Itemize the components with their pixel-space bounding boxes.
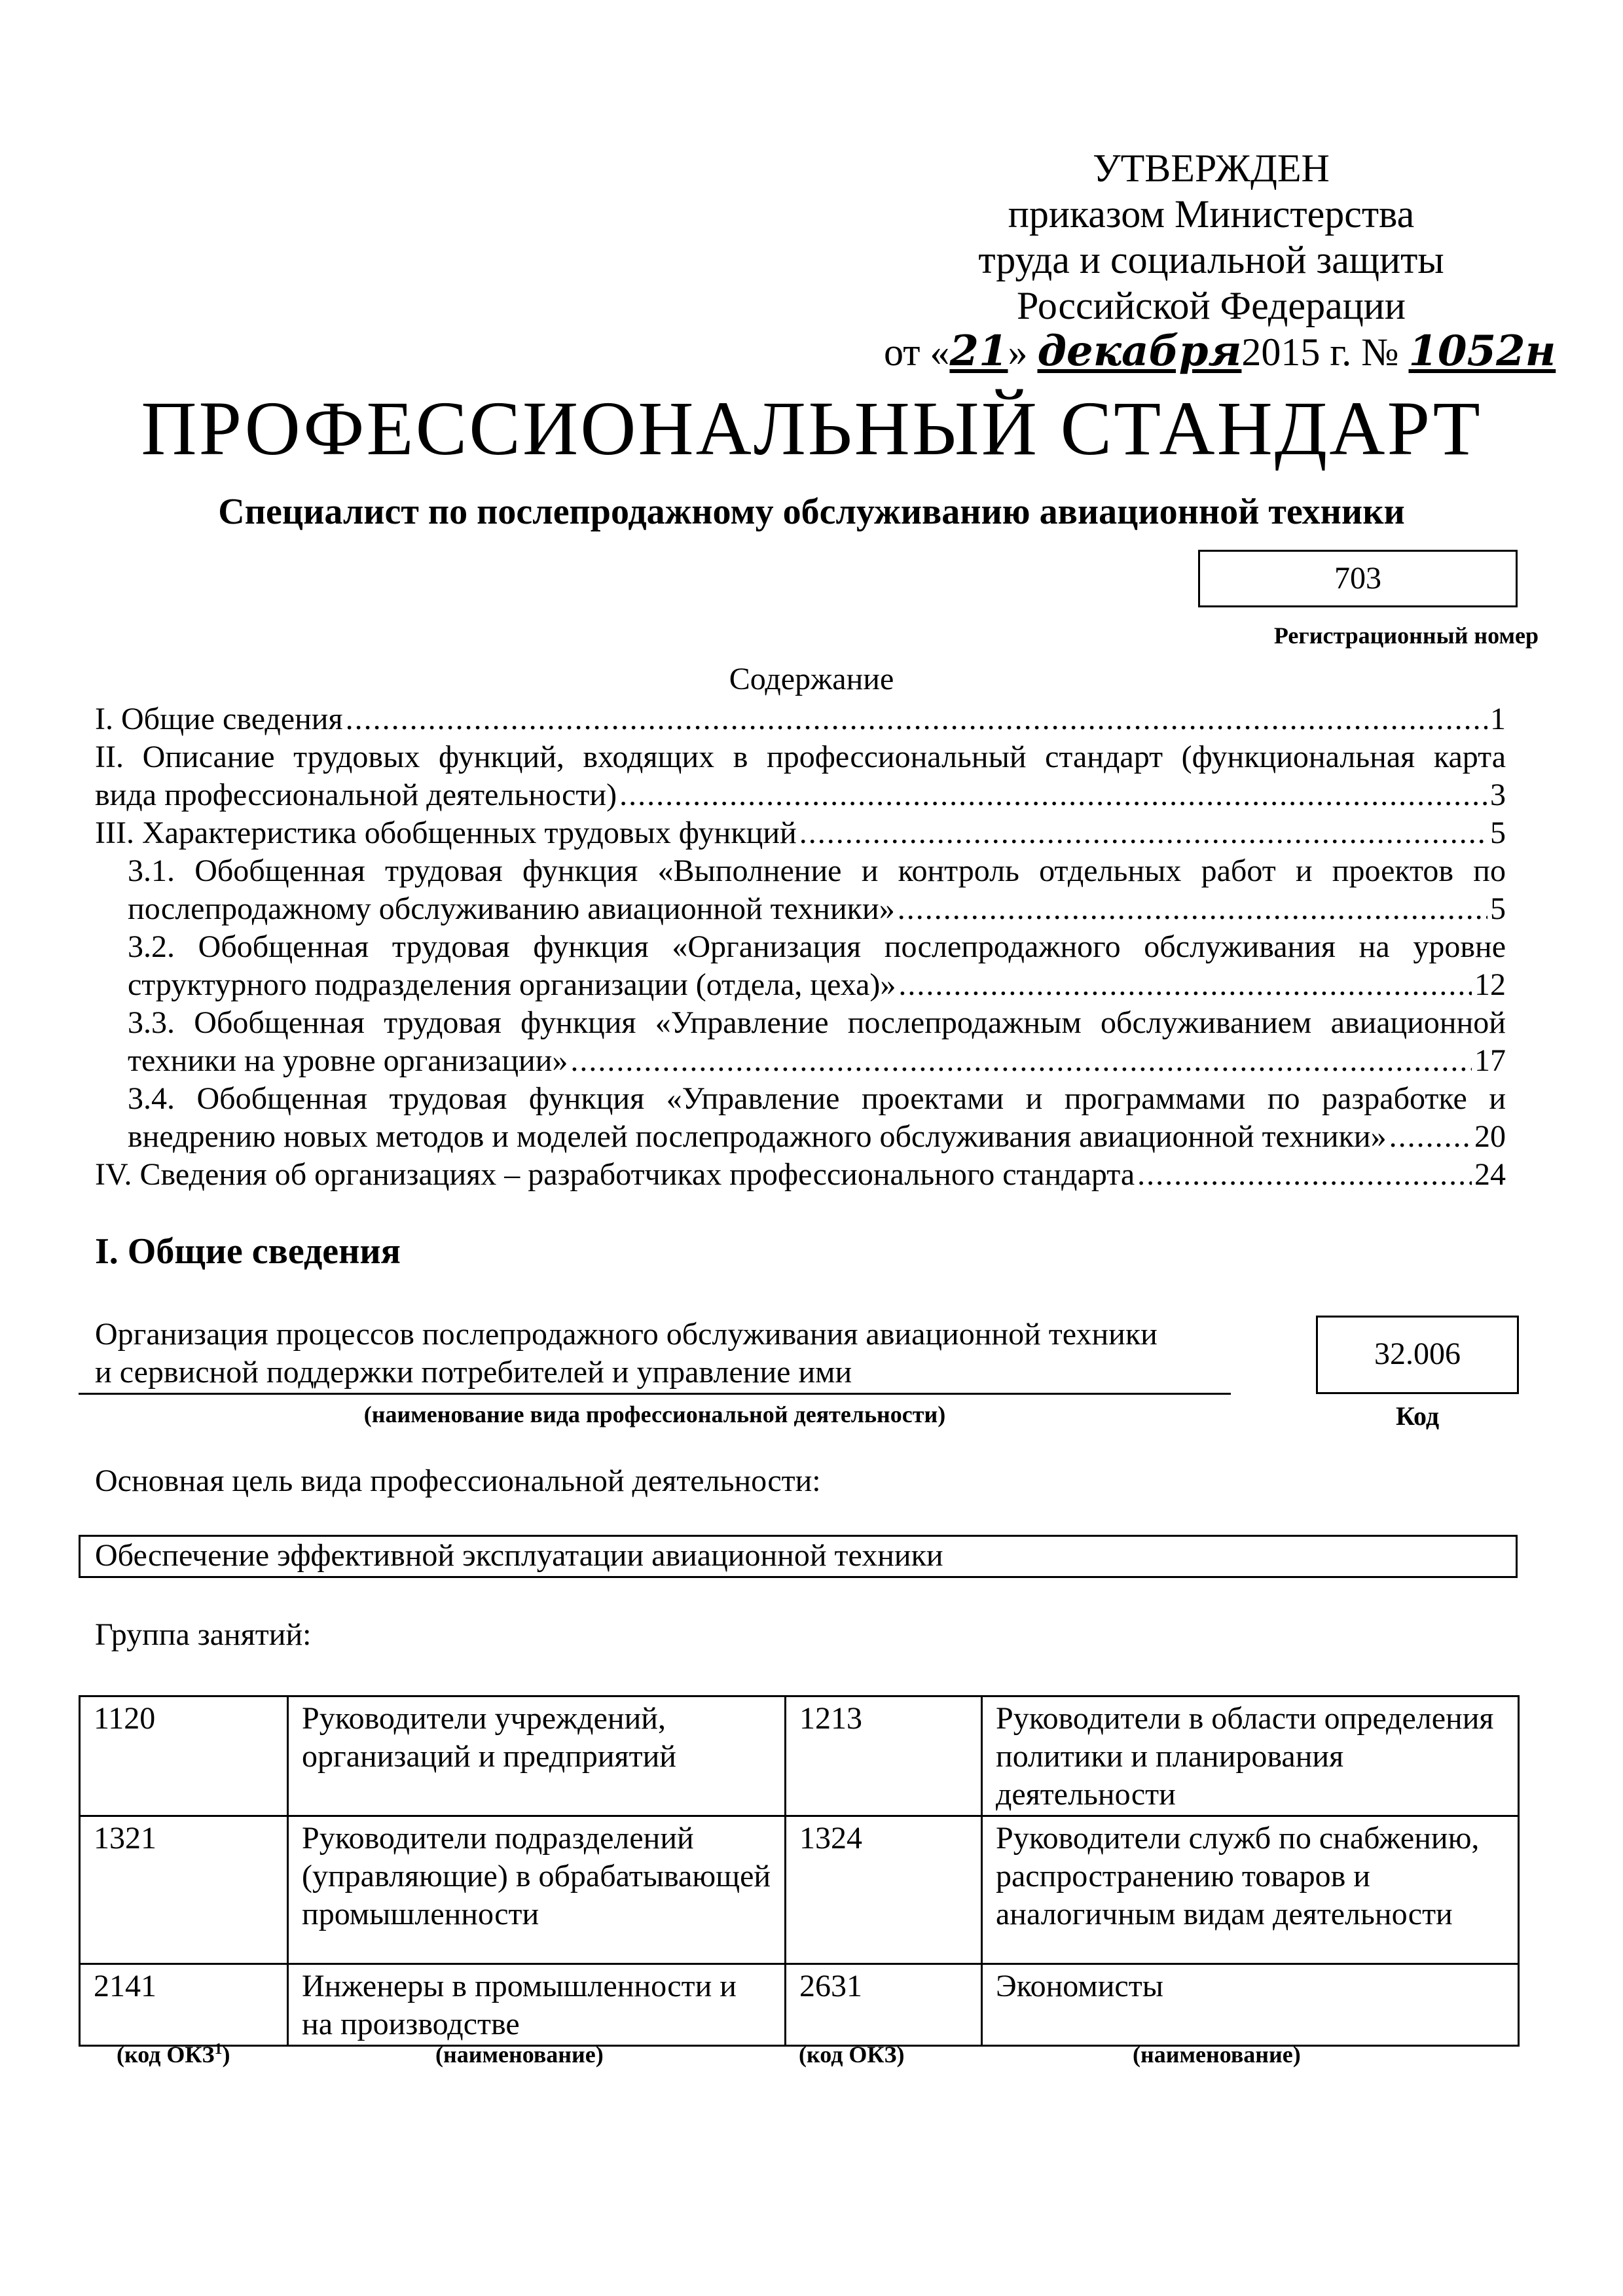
toc-item-text-line1: 3.1. Обобщенная трудовая функция «Выполнение и контроль отдельных работ и проектов по [128, 853, 1506, 888]
toc-item[interactable] [95, 814, 1506, 852]
toc-leader [570, 1042, 1472, 1080]
okz-code-caption [117, 2041, 230, 2068]
toc-leader [1137, 1156, 1472, 1194]
date-year: 2015 г. № [1241, 331, 1399, 374]
document-title: ПРОФЕССИОНАЛЬНЫЙ СТАНДАРТ [141, 386, 1482, 471]
approval-line-2: труда и социальной защиты [978, 238, 1444, 281]
toc-item-page: 5 [1490, 816, 1506, 850]
toc-item-text: III. Характеристика обобщенных трудовых функций [95, 816, 797, 850]
occupation-name-caption: (наименование) [435, 2041, 604, 2068]
occupation-groups-table [79, 1695, 1520, 2047]
goal-label: Основная цель вида профессиональной деятельности: [95, 1463, 821, 1498]
footnote-marker[interactable]: 1 [214, 2041, 223, 2058]
approval-date-line [884, 327, 1556, 376]
toc-item-text: внедрению новых методов и моделей послепродажного обслуживания авиационной техники» [128, 1119, 1387, 1154]
okz-code-cell: 2631 [786, 1964, 982, 2046]
toc-leader [619, 776, 1487, 814]
table-row [80, 1964, 1519, 2046]
table-row [80, 1696, 1519, 1816]
activity-caption: (наименование вида профессиональной деятельности) [363, 1401, 946, 1427]
table-of-contents [95, 700, 1506, 1194]
toc-item-text: I. Общие сведения [95, 702, 343, 736]
registration-number-caption: Регистрационный номер [1273, 622, 1539, 649]
date-mid: » [1008, 331, 1028, 374]
toc-item-text-line1: 3.3. Обобщенная трудовая функция «Управление послепродажным обслуживанием авиационной [128, 1005, 1506, 1040]
okz-caption-close: ) [222, 2041, 230, 2068]
activity-underline [79, 1393, 1231, 1395]
toc-item-page: 12 [1474, 967, 1506, 1002]
toc-leader [898, 966, 1472, 1004]
toc-item-text: вида профессиональной деятельности) [95, 778, 617, 812]
section-heading: I. Общие сведения [95, 1231, 401, 1272]
occupation-groups-label: Группа занятий: [95, 1617, 312, 1652]
toc-item-text: техники на уровне организации» [128, 1043, 568, 1078]
toc-item-page: 3 [1490, 778, 1506, 812]
approval-block [884, 145, 1556, 376]
toc-leader [898, 890, 1487, 928]
handwritten-order-number: 1052н [1408, 327, 1556, 376]
activity-name-line1: Организация процессов послепродажного обслуживания авиационной техники [95, 1317, 1158, 1352]
toc-item[interactable] [95, 700, 1506, 738]
okz-code-cell: 1120 [80, 1696, 288, 1816]
toc-item[interactable] [95, 738, 1506, 814]
okz-code-cell: 1324 [786, 1816, 982, 1964]
table-row [80, 1816, 1519, 1964]
occupation-name-cell: Экономисты [982, 1964, 1519, 2046]
toc-item-text-line1: 3.2. Обобщенная трудовая функция «Организация послепродажного обслуживания на уровне [128, 929, 1506, 964]
approval-line-3: Российской Федерации [1016, 284, 1406, 327]
okz-caption-text: (код ОКЗ [117, 2041, 215, 2068]
toc-leader [1389, 1118, 1472, 1156]
goal-box: Обеспечение эффективной эксплуатации авиационной техники [79, 1535, 1518, 1578]
approval-title: УТВЕРЖДЕН [1093, 147, 1330, 190]
toc-item-text: структурного подразделения организации (отдела, цеха)» [128, 967, 896, 1002]
toc-item-text: IV. Сведения об организациях – разработчиках профессионального стандарта [95, 1157, 1135, 1192]
toc-item-text-line1: 3.4. Обобщенная трудовая функция «Управление проектами и программами по разработке и [128, 1081, 1506, 1116]
occupation-name-cell: Руководители служб по снабжению, распространению товаров и аналогичным видам деятельности [982, 1816, 1519, 1964]
toc-leader [799, 814, 1487, 852]
toc-leader [346, 700, 1487, 738]
toc-item[interactable] [95, 1004, 1506, 1080]
date-prefix: от « [884, 331, 950, 374]
toc-item-text-line1: II. Описание трудовых функций, входящих в профессиональный стандарт (функциональная карта [95, 740, 1506, 774]
toc-item-page: 20 [1474, 1119, 1506, 1154]
handwritten-month: декабря [1037, 327, 1242, 376]
approval-line-1: приказом Министерства [1008, 192, 1415, 236]
activity-code-box: 32.006 [1316, 1316, 1519, 1394]
occupation-name-caption-2: (наименование) [1133, 2041, 1301, 2068]
okz-code-cell: 1321 [80, 1816, 288, 1964]
activity-name [95, 1316, 1221, 1391]
toc-item-page: 24 [1474, 1157, 1506, 1192]
toc-item-text: послепродажному обслуживанию авиационной техники» [128, 891, 895, 926]
toc-item-page: 17 [1474, 1043, 1506, 1078]
occupation-name-cell: Инженеры в промышленности и на производстве [288, 1964, 786, 2046]
document-subtitle: Специалист по послепродажному обслуживанию авиационной техники [218, 492, 1405, 532]
occupation-name-cell: Руководители учреждений, организаций и предприятий [288, 1696, 786, 1816]
toc-item[interactable] [95, 852, 1506, 928]
toc-item[interactable] [95, 1156, 1506, 1194]
activity-name-line2: и сервисной поддержки потребителей и управление ими [95, 1355, 852, 1390]
registration-number-box: 703 [1198, 550, 1518, 607]
toc-item-page: 5 [1490, 891, 1506, 926]
toc-item[interactable] [95, 1080, 1506, 1156]
okz-code-caption-2: (код ОКЗ) [799, 2041, 905, 2068]
occupation-name-cell: Руководители подразделений (управляющие) в обрабатывающей промышленности [288, 1816, 786, 1964]
toc-item[interactable] [95, 928, 1506, 1004]
okz-code-cell: 2141 [80, 1964, 288, 2046]
handwritten-day: 21 [949, 327, 1008, 376]
okz-code-cell: 1213 [786, 1696, 982, 1816]
activity-code-caption: Код [1395, 1401, 1440, 1431]
toc-heading: Содержание [729, 662, 894, 696]
toc-item-page: 1 [1490, 702, 1506, 736]
occupation-name-cell: Руководители в области определения политики и планирования деятельности [982, 1696, 1519, 1816]
